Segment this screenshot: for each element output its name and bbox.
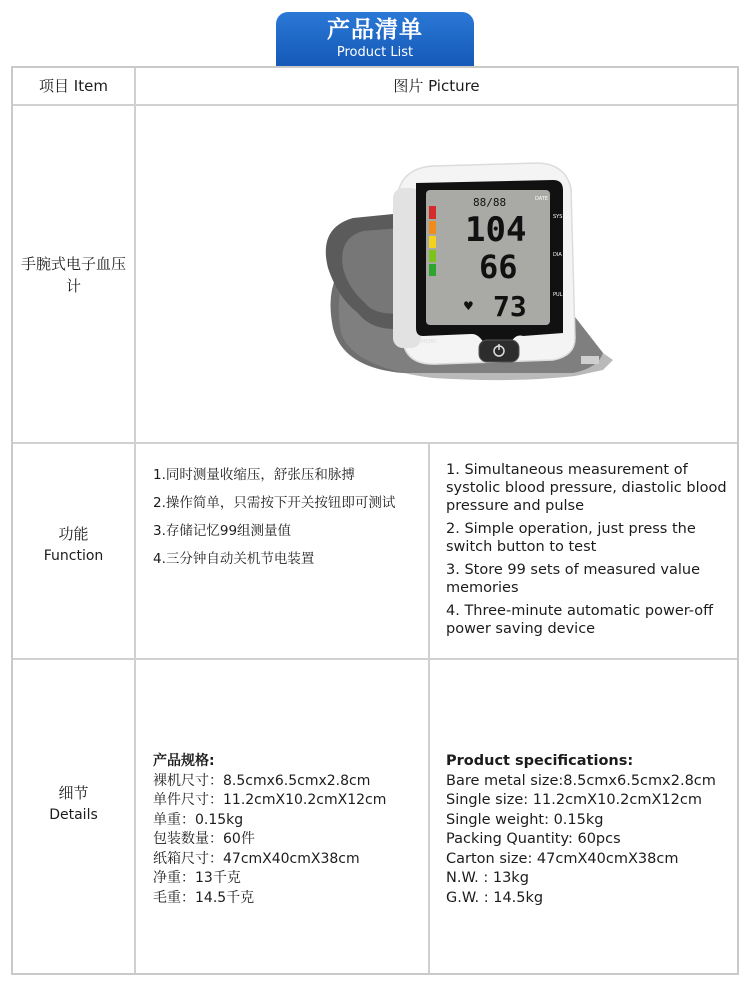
product-image	[313, 128, 623, 428]
function-item-en: 1. Simultaneous measurement of systolic blood pressure, diastolic blood pressure and pulse	[446, 462, 727, 514]
function-item-zh: 4.三分钟自动关机节电装置	[153, 551, 315, 567]
spec-line-en: N.W. : 13kg	[446, 870, 529, 886]
column-header-picture: 图片 Picture	[393, 77, 480, 95]
product-name-text: 手腕式电子血压计	[21, 255, 127, 295]
spec-line-zh: 纸箱尺寸：47cmX40cmX38cm	[153, 850, 360, 867]
lcd-dia-label: DIA	[553, 252, 562, 258]
heart-icon: ♥	[463, 299, 474, 313]
function-list-en	[446, 461, 736, 643]
spec-line-zh: 净重：13千克	[153, 870, 241, 886]
spec-line-en: Single size: 11.2cmX10.2cmX12cm	[446, 792, 702, 808]
spec-line-zh: 单重：0.15kg	[153, 811, 244, 828]
function-item-zh: 3.存储记忆99组测量值	[153, 523, 292, 539]
lcd-sys-value: 104	[465, 210, 527, 250]
lcd-date-label: DATE	[535, 196, 549, 202]
specs-title-en: Product specifications:	[446, 753, 634, 769]
product-list-badge	[276, 12, 474, 66]
details-label	[13, 782, 134, 826]
lcd-memo-label: MEMO	[421, 339, 437, 345]
lcd-date: 88/88	[473, 196, 507, 209]
details-label-zh: 细节	[58, 784, 89, 802]
spec-line-zh: 毛重：14.5千克	[153, 889, 255, 906]
function-item-en: 3. Store 99 sets of measured value memories	[446, 562, 701, 596]
row-divider	[13, 104, 737, 106]
details-label-en: Details	[49, 807, 98, 823]
power-button-icon	[479, 340, 519, 362]
specs-zh	[153, 752, 423, 908]
spec-line-zh: 包装数量：60件	[153, 831, 255, 847]
column-divider-inner	[428, 443, 430, 973]
row-divider	[13, 658, 737, 660]
product-table	[11, 66, 739, 975]
column-header-item: 项目 Item	[39, 77, 108, 95]
badge-title-zh: 产品清单	[327, 17, 423, 43]
function-label-en: Function	[43, 548, 104, 564]
badge-title-en: Product List	[336, 45, 414, 60]
function-item-zh: 2.操作简单，只需按下开关按钮即可测试	[153, 495, 396, 511]
spec-line-en: Carton size: 47cmX40cmX38cm	[446, 850, 679, 867]
lcd-pulse-value: 73	[493, 290, 527, 323]
spec-line-en: Packing Quantity: 60pcs	[446, 831, 621, 847]
row-divider	[13, 442, 737, 444]
product-name	[21, 253, 126, 297]
blood-pressure-monitor-image	[313, 128, 623, 428]
lcd-sys-label: SYS	[553, 214, 563, 220]
spec-line-zh: 单件尺寸：11.2cmX10.2cmX12cm	[153, 792, 387, 808]
lcd-dia-value: 66	[479, 248, 518, 286]
function-item-en: 4. Three-minute automatic power-off power saving device	[446, 603, 714, 637]
column-divider	[134, 68, 136, 973]
function-item-zh: 1.同时测量收缩压，舒张压和脉搏	[153, 467, 355, 483]
function-label	[13, 523, 134, 567]
spec-line-en: Single weight: 0.15kg	[446, 811, 604, 828]
spec-line-en: G.W. : 14.5kg	[446, 889, 544, 906]
function-label-zh: 功能	[58, 525, 89, 543]
lcd-pulse-label: PUL	[553, 292, 563, 298]
spec-line-en: Bare metal size:8.5cmx6.5cmx2.8cm	[446, 772, 716, 789]
specs-title-zh: 产品规格:	[153, 753, 215, 769]
function-list-zh	[153, 463, 423, 575]
spec-line-zh: 裸机尺寸：8.5cmx6.5cmx2.8cm	[153, 772, 371, 789]
specs-en	[446, 752, 736, 908]
function-item-en: 2. Simple operation, just press the switch button to test	[446, 521, 696, 555]
